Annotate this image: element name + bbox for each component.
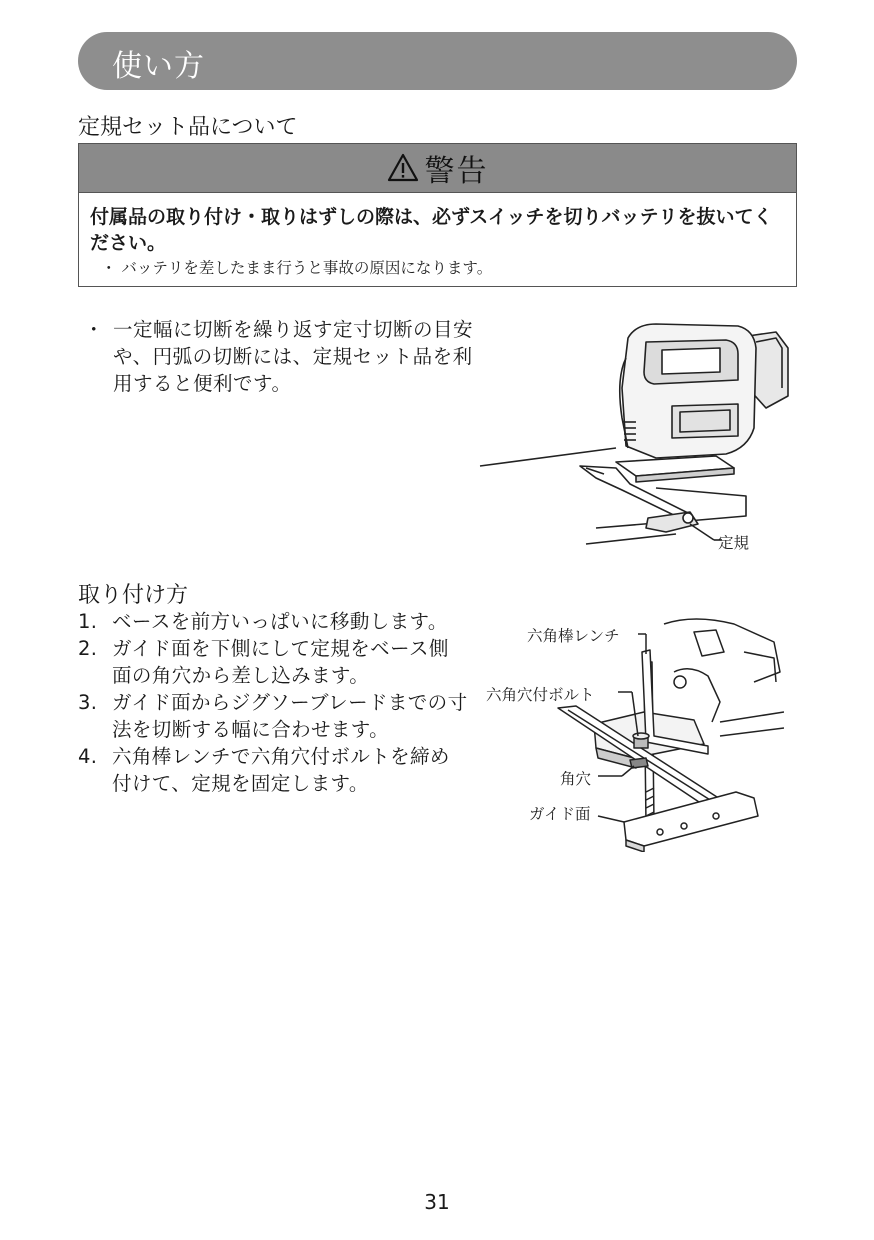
- step-text: ガイド面からジグソーブレードまでの寸法を切断する幅に合わせます。: [112, 691, 468, 741]
- step-item: [78, 689, 468, 743]
- warning-box: [78, 143, 797, 287]
- guide-face-label: ガイド面: [529, 805, 591, 823]
- step-number: 1.: [78, 610, 98, 633]
- ruler-label: 定規: [718, 534, 750, 552]
- intro-paragraph: [84, 316, 474, 397]
- step-number: 4.: [78, 745, 98, 768]
- section-title: 定規セット品について: [78, 115, 298, 140]
- bullet: ・: [84, 318, 105, 341]
- step-item: [78, 743, 468, 797]
- intro-text: 一定幅に切断を繰り返す定寸切断の目安や、円弧の切断には、定規セット品を利用すると便利です。: [113, 318, 474, 395]
- attach-title: 取り付け方: [78, 583, 189, 608]
- section-banner: [78, 32, 797, 90]
- warning-main-text: 付属品の取り付け・取りはずしの際は、必ずスイッチを切りバッテリを抜いてください。: [90, 206, 773, 254]
- warning-note: ・ バッテリを差したまま行うと事故の原因になります。: [101, 259, 493, 277]
- attach-steps: [78, 608, 468, 797]
- hex-bolt-label: 六角穴付ボルト: [486, 686, 595, 704]
- jigsaw-guide-illustration: [476, 318, 806, 558]
- square-hole-label: 角穴: [560, 770, 592, 788]
- warning-heading: 警告: [424, 154, 489, 189]
- step-text: ベースを前方いっぱいに移動します。: [112, 610, 448, 633]
- hex-wrench-label: 六角棒レンチ: [527, 627, 620, 645]
- step-number: 3.: [78, 691, 98, 714]
- page-number: 31: [424, 1190, 450, 1214]
- step-item: [78, 608, 468, 635]
- warning-triangle-icon: [387, 153, 419, 183]
- step-text: ガイド面を下側にして定規をベース側面の角穴から差し込みます。: [112, 637, 449, 687]
- step-text: 六角棒レンチで六角穴付ボルトを締め付けて、定規を固定します。: [112, 745, 450, 795]
- warning-header: [79, 144, 796, 193]
- step-number: 2.: [78, 637, 98, 660]
- page-title: 使い方: [112, 49, 205, 84]
- step-item: [78, 635, 468, 689]
